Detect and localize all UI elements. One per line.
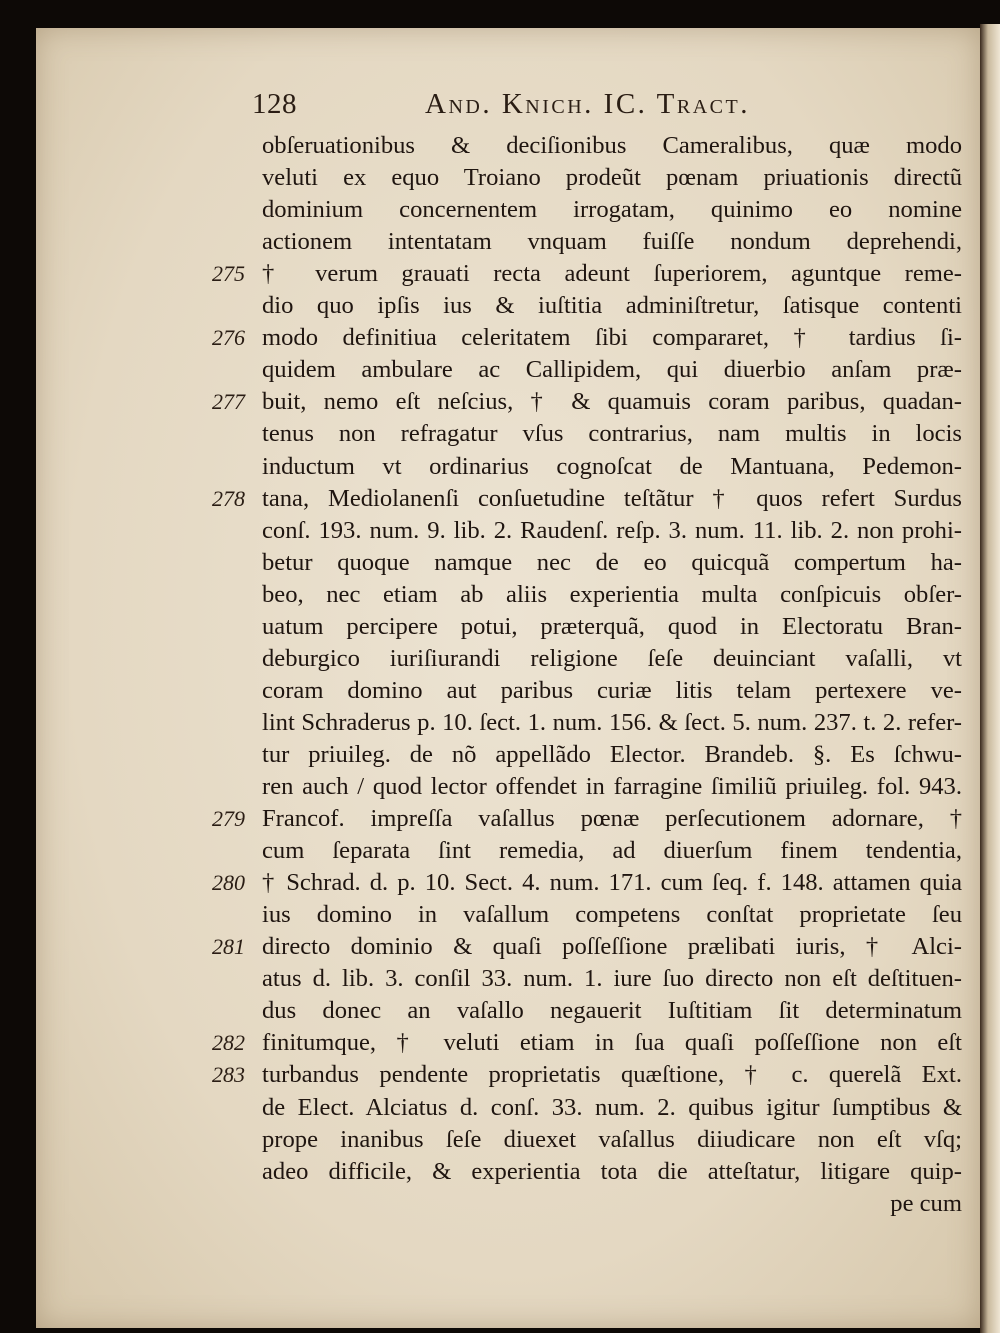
- margin-number: 280: [212, 870, 245, 896]
- margin-number: 275: [212, 261, 245, 287]
- text-line: quidem ambulare ac Callipidem, qui diuerbio anſam præ-: [262, 356, 962, 384]
- text-line: cum ſeparata ſint remedia, ad diuerſum finem tendentia,: [262, 837, 962, 865]
- text-line: ren auch / quod lector offendet in farragine ſimiliũ priuileg. fol. 943.: [262, 773, 962, 800]
- margin-number: 282: [212, 1030, 245, 1056]
- page-number: 128: [252, 88, 297, 120]
- text-line: actionem intentatam vnquam fuiſſe nondum deprehendi,: [262, 228, 962, 256]
- text-line: turbandus pendente proprietatis quæſtione, † c. querelã Ext.: [262, 1061, 962, 1089]
- text-line: † verum grauati recta adeunt ſuperiorem, aguntque reme-: [262, 260, 962, 288]
- text-line: † Schrad. d. p. 10. Sect. 4. num. 171. cum ſeq. f. 148. attamen quia: [262, 869, 962, 897]
- margin-number: 276: [212, 325, 245, 351]
- text-line: prope inanibus ſeſe diuexet vaſallus diiudicare non eſt vſq;: [262, 1125, 962, 1153]
- text-line: dio quo ipſis ius & iuſtitia adminiſtretur, ſatisque contenti: [262, 292, 962, 320]
- text-line: deburgico iuriſiurandi religione ſeſe deuinciant vaſalli, vt: [262, 644, 962, 672]
- text-line: tur priuileg. de nõ appellãdo Elector. Brandeb. §. Es ſchwu-: [262, 740, 962, 768]
- text-line: modo definitiua celeritatem ſibi compararet, † tardius ſi-: [262, 324, 962, 352]
- text-line: tana, Mediolanenſi conſuetudine teſtãtur † quos refert Surdus: [262, 484, 962, 512]
- text-line: beo, nec etiam ab aliis experientia multa conſpicuis obſer-: [262, 580, 962, 608]
- text-line: dominium concernentem irrogatam, quinimo eo nomine: [262, 196, 962, 224]
- text-line: atus d. lib. 3. conſil 33. num. 1. iure ſuo directo non eſt deſtituen-: [262, 965, 962, 993]
- running-title: And. Knich. IC. Tract.: [425, 88, 750, 120]
- margin-number: 279: [212, 806, 245, 832]
- margin-number: 277: [212, 389, 245, 415]
- text-line: obſeruationibus & deciſionibus Cameralibus, quæ modo: [262, 132, 962, 159]
- text-line: dus donec an vaſallo negauerit Iuſtitiam ſit determinatum: [262, 997, 962, 1025]
- text-line: buit, nemo eſt neſcius, † & quamuis coram paribus, quadan-: [262, 388, 962, 416]
- text-line: tenus non refragatur vſus contrarius, nam multis in locis: [262, 420, 962, 448]
- text-line: Francof. impreſſa vaſallus pœnæ perſecutionem adornare, †: [262, 805, 962, 833]
- text-line: lint Schraderus p. 10. ſect. 1. num. 156. & ſect. 5. num. 237. t. 2. refer-: [262, 708, 962, 736]
- text-line: betur quoque namque nec de eo quicquã compertum ha-: [262, 548, 962, 576]
- margin-number: 283: [212, 1062, 245, 1088]
- text-line: adeo difficile, & experientia tota die atteſtatur, litigare quip-: [262, 1157, 962, 1185]
- margin-number: 278: [212, 485, 245, 511]
- text-line: directo dominio & quaſi poſſeſſione prælibati iuris, † Alci-: [262, 933, 962, 961]
- text-line: ius domino in vaſallum competens conſtat proprietate ſeu: [262, 901, 962, 929]
- text-line: uatum percipere potui, præterquã, quod in Electoratu Bran-: [262, 612, 962, 640]
- margin-number: 281: [212, 934, 245, 960]
- text-line: pe cum: [890, 1189, 962, 1217]
- text-line: finitumque, † veluti etiam in ſua quaſi poſſeſſione non eſt: [262, 1029, 962, 1057]
- text-line: de Elect. Alciatus d. conſ. 33. num. 2. quibus igitur ſumptibus &: [262, 1093, 962, 1121]
- text-line: veluti ex equo Troiano prodeũt pœnam priuationis directũ: [262, 164, 962, 192]
- text-line: inductum vt ordinarius cognoſcat de Mantuana, Pedemon-: [262, 452, 962, 480]
- page-edge: [980, 24, 1000, 1333]
- text-line: conſ. 193. num. 9. lib. 2. Raudenſ. reſp. 3. num. 11. lib. 2. non prohi-: [262, 516, 962, 544]
- text-line: coram domino aut paribus curiæ litis telam pertexere ve-: [262, 676, 962, 704]
